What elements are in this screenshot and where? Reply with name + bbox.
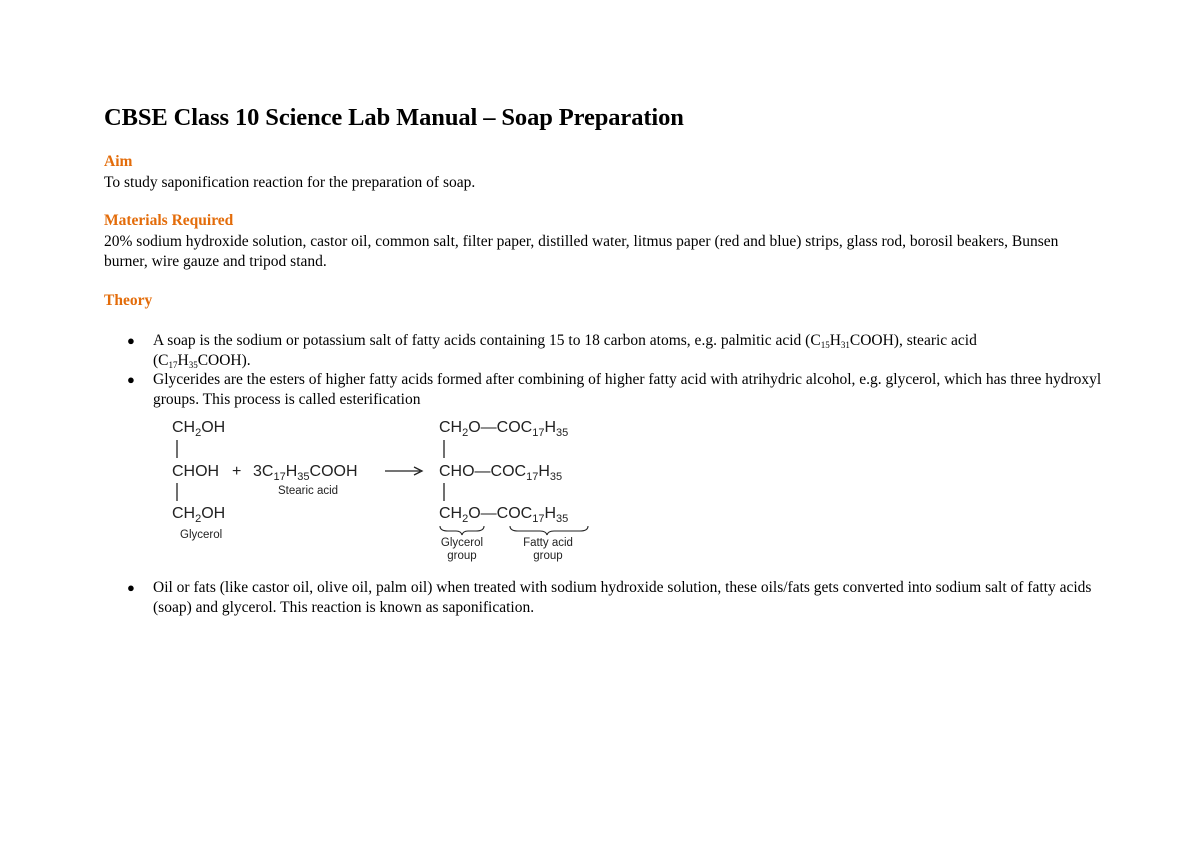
glycerol-group-label-1: Glycerol [440, 537, 484, 549]
theory-bullet-3 [104, 578, 1104, 617]
theory-bullet-1 [104, 331, 1104, 370]
bullet-text: COOH). [197, 351, 251, 369]
subscript: 35 [188, 359, 198, 370]
theory-bullets [104, 331, 1104, 409]
svg-text:3C17H35COOH: $3C_{17}H_{35}COOH$ [253, 463, 358, 483]
svg-text:CH2OH: $CH_2OH$ [172, 419, 226, 439]
bullet-text: H [177, 351, 189, 369]
bullet-icon: ● [127, 333, 135, 348]
bullet-text: Glycerides are the esters of higher fatty acids formed after combining of higher fatty acid with atrihydric alcohol, e.g. glycerol, which has three hydroxyl groups. This process is called esterification [153, 371, 1102, 408]
glycerol-group-label-2: group [447, 550, 477, 562]
plus-sign: + [232, 463, 242, 480]
aim-text: To study saponification reaction for the preparation of soap. [104, 174, 476, 191]
bullet-text: (C [153, 351, 169, 369]
materials-text: 20% sodium hydroxide solution, castor oil, common salt, filter paper, distilled water, litmus paper (red and blue) strips, glass rod, borosil beakers, Bunsen burner, wire gauze and tripod stand. [104, 233, 1059, 270]
stearic-acid-formula [253, 463, 358, 497]
bullet-icon: ● [127, 580, 135, 595]
subscript: 31 [840, 340, 850, 350]
stearic-acid-label: Stearic acid [278, 485, 339, 497]
fatty-acid-group-label-2: group [533, 550, 563, 562]
svg-text:CH2O—COC17H35: $CH_2O—COC_{17}H_{35}$ [439, 419, 569, 439]
document-title: CBSE Class 10 Science Lab Manual – Soap Preparation [104, 104, 684, 131]
reaction-arrow-icon [385, 467, 422, 475]
bullet-text: Oil or fats (like castor oil, olive oil, palm oil) when treated with sodium hydroxide solution, these oils/fats gets converted into sodium salt of fatty acids (soap) and glycerol. This reaction is known as saponification. [153, 579, 1092, 616]
svg-text:CHOH: CHOH [172, 463, 220, 480]
glycerol-group-brace-icon [440, 526, 484, 535]
subscript: 15 [820, 340, 830, 350]
bullet-icon: ● [127, 372, 135, 387]
theory-heading: Theory [104, 292, 153, 309]
svg-text:CH2OH: $CH_2OH$ [172, 505, 226, 525]
glycerol-label: Glycerol [180, 529, 223, 541]
svg-text:CH2O—COC17H35: $CH_2O—COC_{17}H_{35}$ [439, 505, 569, 525]
bullet-text: H [829, 332, 841, 349]
fatty-acid-group-brace-icon [510, 526, 588, 535]
bullet-text: COOH), stearic acid [849, 332, 977, 349]
svg-text:CHO—COC17H35: $CHO—COC_{17}H_{35}$ [439, 463, 563, 483]
bullet-text: A soap is the sodium or potassium salt of fatty acids containing 15 to 18 carbon atoms, e.g. palmitic acid (C [153, 332, 821, 349]
esterification-reaction-figure [152, 408, 614, 578]
aim-heading: Aim [104, 153, 133, 170]
glyceride-product [439, 419, 568, 525]
theory-bullet-2 [104, 370, 1104, 409]
subscript: 17 [168, 359, 178, 370]
theory-bullets-continued [104, 578, 1104, 617]
glycerol-structure [172, 419, 225, 541]
materials-heading: Materials Required [104, 212, 234, 229]
fatty-acid-group-label-1: Fatty acid [523, 537, 573, 549]
